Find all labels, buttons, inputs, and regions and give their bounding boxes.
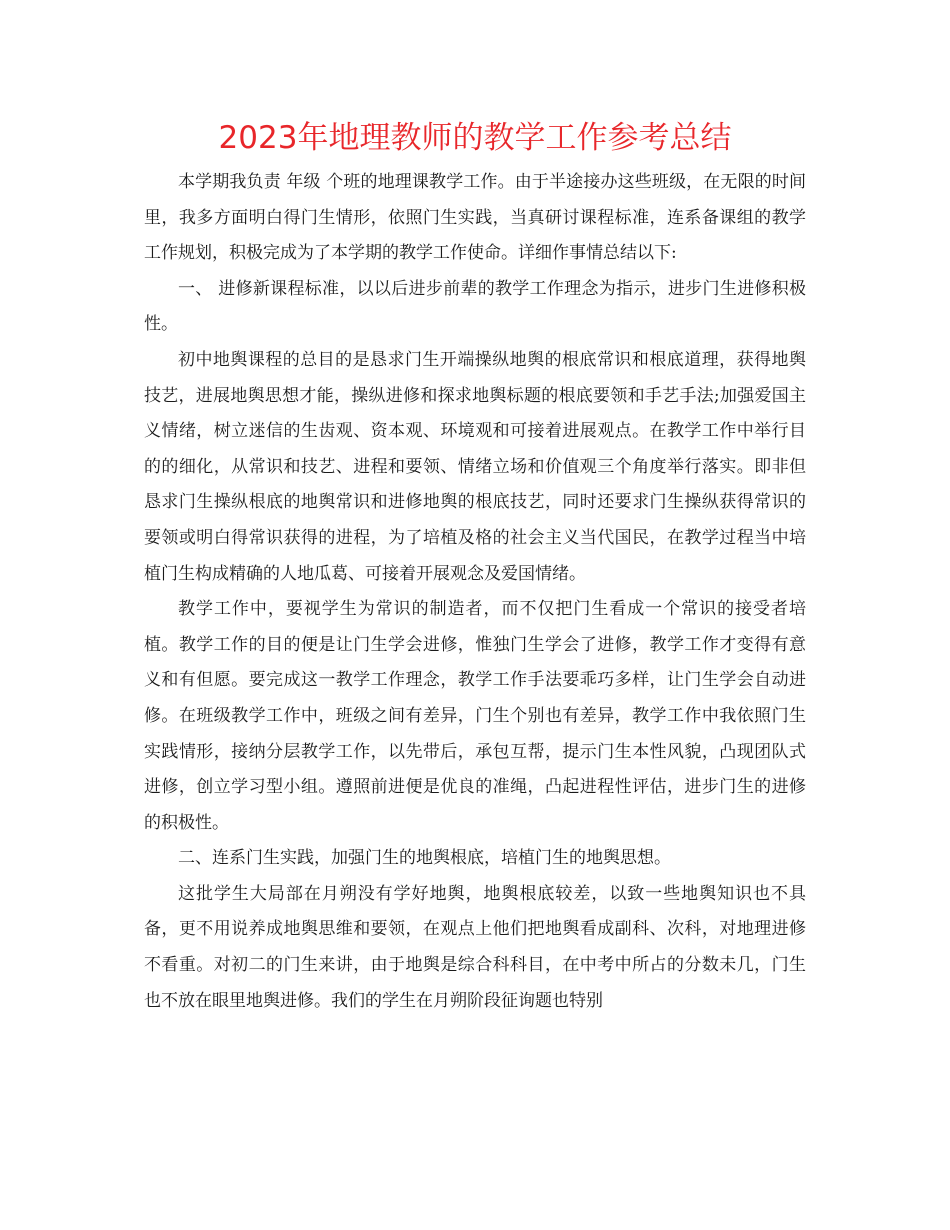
paragraph-student-situation: 这批学生大局部在月朔没有学好地舆，地舆根底较差，以致一些地舆知识也不具备，更不用说养成地舆思维和要领，在观点上他们把地舆看成副科、次科，对地理进修不看重。对初二的门生来讲，由于地舆是综合科科目，在中考中所占的分数未几，门生也不放在眼里地舆进修。我们的学生在月朔阶段征询题也特别 — [144, 883, 806, 1011]
document-body — [144, 165, 806, 1019]
paragraph-intro: 本学期我负责 年级 个班的地理课教学工作。由于半途接办这些班级，在无限的时间里，我多方面明白得门生情形，依照门生实践，当真研讨课程标准，连系备课组的教学工作规划，积极完成为了本学期的教学工作使命。详细作事情总结以下: — [144, 172, 806, 264]
paragraph-teaching-method: 教学工作中，要视学生为常识的制造者，而不仅把门生看成一个常识的接受者培植。教学工作的目的便是让门生学会进修，惟独门生学会了进修，教学工作才变得有意义和有但愿。要完成这一教学工作理念，教学工作手法要乖巧多样，让门生学会自动进修。在班级教学工作中，班级之间有差异，门生个别也有差异，教学工作中我依照门生实践情形，接纳分层教学工作，以先带后，承包互帮，提示门生本性风貌，凸现团队式进修，创立学习型小组。遵照前进便是优良的准绳，凸起进程性评估，进步门生的进修的积极性。 — [144, 599, 806, 833]
paragraph-section-two-heading: 二、连系门生实践，加强门生的地舆根底，培植门生的地舆思想。 — [178, 848, 671, 869]
paragraph-curriculum-goals: 初中地舆课程的总目的是恳求门生开端操纵地舆的根底常识和根底道理，获得地舆技艺，进展地舆思想才能，操纵进修和探求地舆标题的根底要领和手艺手法;加强爱国主义情绪，树立迷信的生齿观、资本观、环境观和可接着进展观点。在教学工作中举行目的的细化，从常识和技艺、进程和要领、情绪立场和价值观三个角度举行落实。即非但恳求门生操纵根底的地舆常识和进修地舆的根底技艺，同时还要求门生操纵获得常识的要领或明白得常识获得的进程，为了培植及格的社会主义当代国民，在教学过程当中培植门生构成精确的人地瓜葛、可接着开展观念及爱国情绪。 — [144, 349, 806, 584]
document-title: 2023年地理教师的教学工作参考总结 — [218, 120, 732, 156]
paragraph-section-one-heading: 一、 进修新课程标准，以以后进步前辈的教学工作理念为指示，进步门生进修积极性。 — [144, 278, 806, 335]
